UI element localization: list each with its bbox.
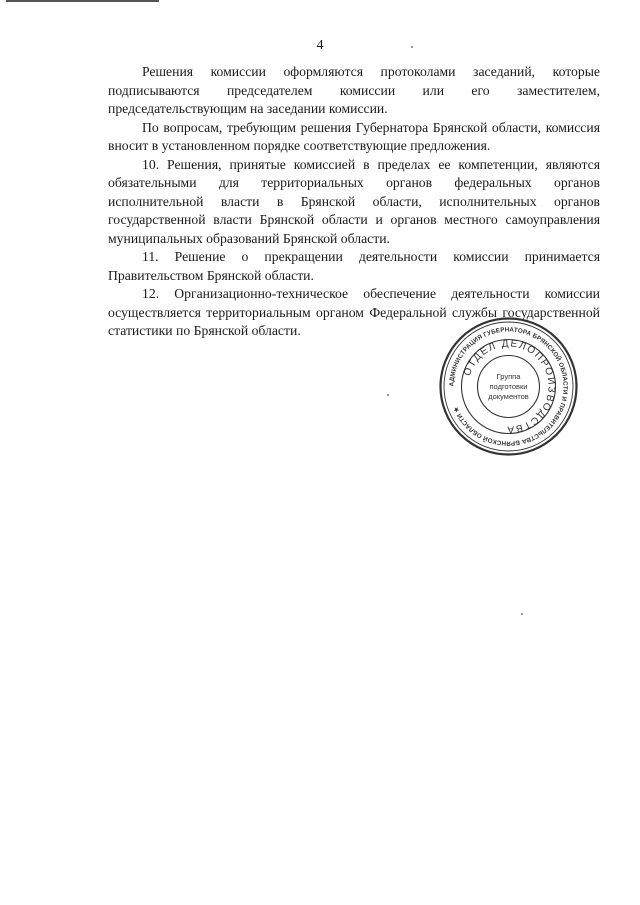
paragraph-10-decisions: 10. Решения, принятые комиссией в пределах ее компетенции, являются обязательными для территориальных органов федеральных органов исполнительной власти в Брянской области, исполнительных органов государственной власти Брянской области и органов местного самоуправления муниципальных образований Брянской области. bbox=[108, 156, 600, 246]
scan-speck bbox=[411, 46, 413, 48]
paragraph-governor-proposals: По вопросам, требующим решения Губернатора Брянской области, комиссия вносит в установленном порядке соответствующие предложения. bbox=[108, 119, 600, 153]
stamp-center-line-2: подготовки bbox=[489, 382, 528, 391]
scan-speck bbox=[387, 394, 389, 396]
stamp-center-line-1: Группа bbox=[496, 372, 521, 381]
page-number: 4 bbox=[316, 38, 324, 53]
official-seal-stamp bbox=[438, 316, 579, 457]
paragraph-12-support: 12. Организационно-техническое обеспечение деятельности комиссии осуществляется территориальным органом Федеральной службы государственной статистики по Брянской области. bbox=[108, 286, 600, 338]
stamp-center-line-3: документов bbox=[488, 392, 529, 401]
stamp-inner-ring-text: ОТДЕЛ ДЕЛОПРОИЗВОДСТВА bbox=[462, 338, 557, 435]
paragraph-protocols: Решения комиссии оформляются протоколами заседаний, которые подписываются председателем комиссии или его заместителем, председательствующим на заседании комиссии. bbox=[108, 64, 600, 116]
scan-speck bbox=[521, 613, 523, 615]
paragraph-11-termination: 11. Решение о прекращении деятельности комиссии принимается Правительством Брянской области. bbox=[108, 249, 600, 283]
stamp-outer-ring-text: АДМИНИСТРАЦИЯ ГУБЕРНАТОРА БРЯНСКОЙ ОБЛАСТИ И ПРАВИТЕЛЬСТВА БРЯНСКОЙ ОБЛАСТИ ★ bbox=[448, 326, 569, 447]
document-body bbox=[108, 63, 600, 341]
header-rule bbox=[6, 0, 159, 2]
